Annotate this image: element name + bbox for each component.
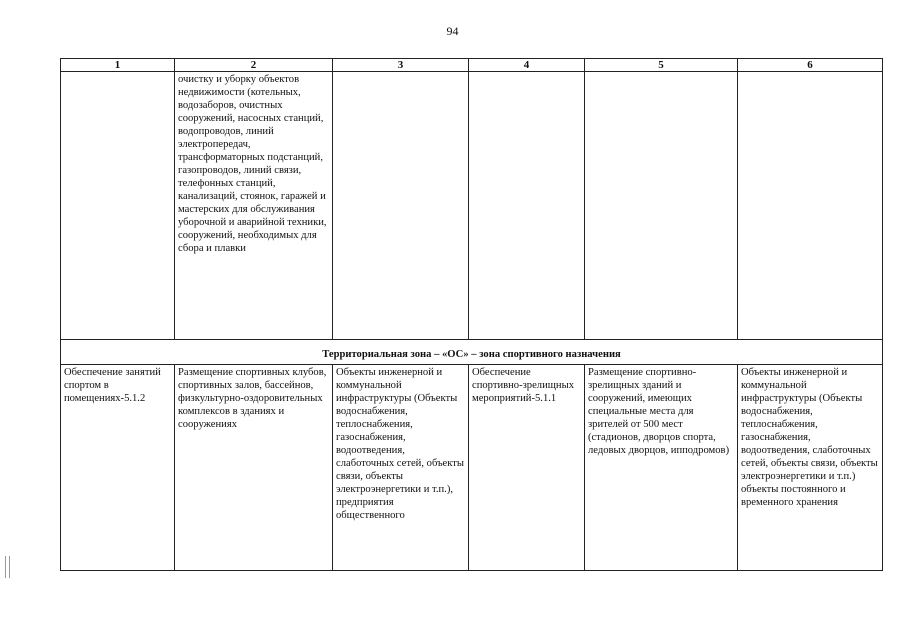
table-cell: Размещение спортивных клубов, спортивных залов, бассейнов, физкультурно-оздоровительных комплексов в зданиях и сооружениях: [175, 365, 333, 571]
column-header-2: 2: [175, 59, 333, 72]
table-header-row: [61, 59, 883, 72]
scan-edge-mark: [5, 556, 10, 578]
table-cell: [738, 72, 883, 340]
table-cell: Обеспечение спортивно-зрелищных мероприятий-5.1.1: [469, 365, 585, 571]
zone-heading-row: [61, 340, 883, 365]
page-number: 94: [446, 24, 459, 38]
column-header-1: 1: [61, 59, 175, 72]
table-cell: [469, 72, 585, 340]
column-header-4: 4: [469, 59, 585, 72]
table-cell: [333, 72, 469, 340]
column-header-6: 6: [738, 59, 883, 72]
table-cell: Размещение спортивно-зрелищных зданий и сооружений, имеющих специальные места для зрителей от 500 мест (стадионов, дворцов спорта, ледовых дворцов, ипподромов): [585, 365, 738, 571]
column-header-3: 3: [333, 59, 469, 72]
table-cell: Обеспечение занятий спортом в помещениях-5.1.2: [61, 365, 175, 571]
table-cell: Объекты инженерной и коммунальной инфраструктуры (Объекты водоснабжения, теплоснабжения, газоснабжения, водоотведения, слаботочных сетей, объекты связи, объекты электроэнергетики и т.п.) объекты постоянного и временного хранения: [738, 365, 883, 571]
table-row: [61, 72, 883, 340]
table-cell: очистку и уборку объектов недвижимости (котельных, водозаборов, очистных сооружений, насосных станций, водопроводов, линий электропередач, трансформаторных подстанций, газопроводов, линий связи, телефонных станций, канализаций, стоянок, гаражей и мастерских для обслуживания уборочной и аварийной техники, сооружений, необходимых для сбора и плавки: [175, 72, 333, 340]
table-cell: [61, 72, 175, 340]
table-row: [61, 365, 883, 571]
zoning-table: [60, 58, 883, 571]
table-cell: [585, 72, 738, 340]
column-header-5: 5: [585, 59, 738, 72]
zone-heading: Территориальная зона – «ОС» – зона спортивного назначения: [61, 340, 883, 365]
table-cell: Объекты инженерной и коммунальной инфраструктуры (Объекты водоснабжения, теплоснабжения, газоснабжения, водоотведения, слаботочных сетей, объекты связи, объекты электроэнергетики и т.п.), предприятия общественного: [333, 365, 469, 571]
